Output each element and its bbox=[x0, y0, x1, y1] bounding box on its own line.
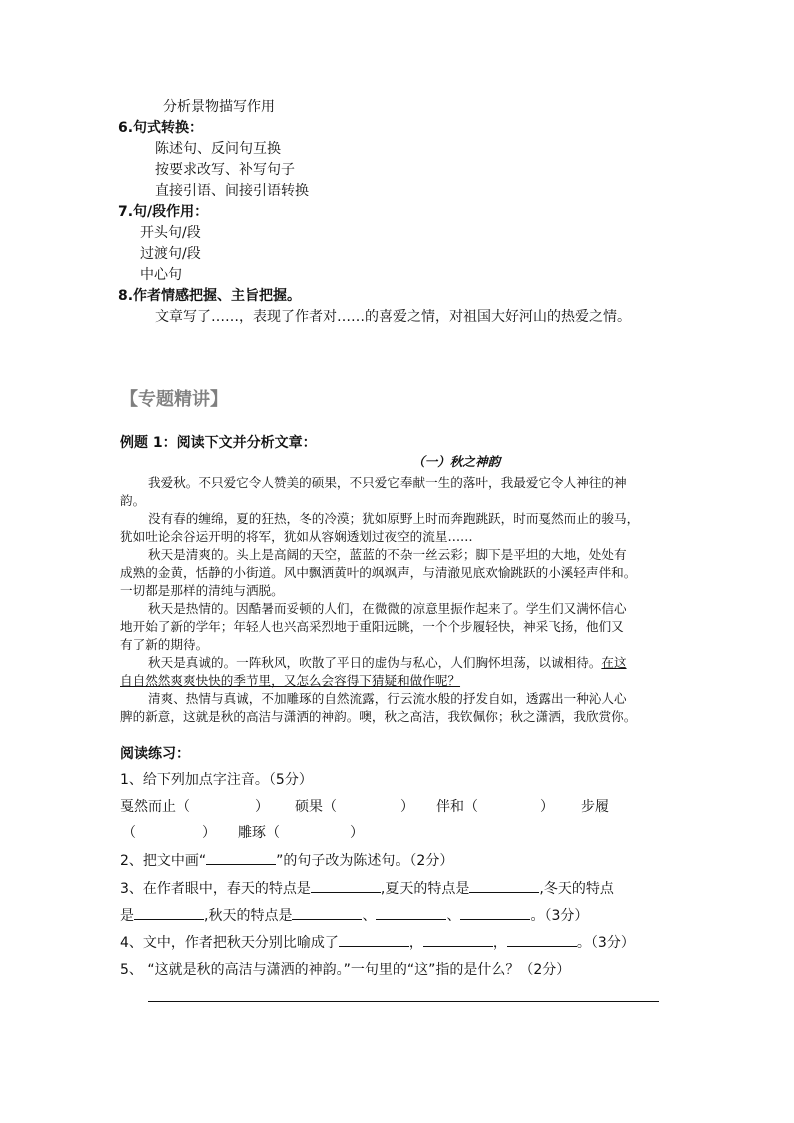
story-line: 地开始了新的学年；年轻人也兴高采烈地于重阳远眺，一个个步履轻快，神采飞扬，他们又 bbox=[120, 619, 624, 634]
outline-scenery: 分析景物描写作用 bbox=[163, 99, 275, 115]
story-line: 秋天是清爽的。头上是高阔的天空，蓝蓝的不杂一丝云彩；脚下是平坦的大地，处处有 bbox=[148, 547, 627, 562]
answer-blank[interactable] bbox=[376, 905, 446, 920]
paren: ） bbox=[350, 825, 364, 841]
outline-item: 开头句/段 bbox=[140, 225, 201, 241]
outline-heading-6: 6.句式转换： bbox=[118, 120, 204, 136]
separator: ， bbox=[408, 935, 423, 951]
question-text: 3、在作者眼中，春天的特点是 bbox=[120, 881, 311, 897]
question-1: 1、给下列加点字注音。（5分） bbox=[120, 772, 313, 788]
question-text: ,秋天的特点是 bbox=[204, 908, 293, 924]
outline-heading-8: 8.作者情感把握、主旨把握。 bbox=[118, 288, 302, 304]
story-line: 脾的新意，这就是秋的高洁与潇洒的神韵。噢，秋之高洁，我钦佩你；秋之潇洒，我欣赏你。 bbox=[120, 709, 637, 724]
pinyin-item: 戛然而止（ bbox=[120, 799, 190, 815]
question-text: 。（3分） bbox=[576, 935, 635, 951]
question-2 bbox=[120, 850, 453, 871]
question-3-cont bbox=[120, 905, 588, 926]
section-title: 【专题精讲】 bbox=[120, 389, 228, 410]
pinyin-item: 雕琢（ bbox=[238, 825, 280, 841]
answer-blank[interactable] bbox=[311, 878, 381, 893]
paren: ） bbox=[400, 799, 414, 815]
story-line: 韵。 bbox=[120, 493, 146, 508]
answer-blank[interactable] bbox=[292, 905, 362, 920]
story-title: （一）秋之神韵 bbox=[412, 454, 501, 469]
question-text: 4、文中，作者把秋天分别比喻成了 bbox=[120, 935, 339, 951]
paren: （ bbox=[122, 825, 136, 841]
question-text: ”的句子改为陈述句。（2分） bbox=[276, 853, 454, 869]
question-text: ,冬天的特点 bbox=[539, 881, 614, 897]
answer-blank[interactable] bbox=[206, 850, 276, 865]
answer-blank[interactable] bbox=[507, 932, 577, 947]
pinyin-item: 伴和（ bbox=[436, 799, 478, 815]
story-line: 清爽、热情与真诚，不加雕琢的自然流露，行云流水般的抒发自如，透露出一种沁人心 bbox=[148, 691, 627, 706]
outline-item: 文章写了……，表现了作者对……的喜爱之情，对祖国大好河山的热爱之情。 bbox=[155, 309, 631, 325]
outline-item: 陈述句、反问句互换 bbox=[155, 141, 281, 157]
question-text: 2、把文中画“ bbox=[120, 853, 207, 869]
answer-line[interactable] bbox=[148, 1001, 659, 1002]
paren: ） bbox=[255, 799, 269, 815]
question-text: 。（3分） bbox=[530, 908, 589, 924]
separator: ， bbox=[492, 935, 507, 951]
story-line: 秋天是热情的。因酷暑而妥顿的人们，在微微的凉意里振作起来了。学生们又满怀信心 bbox=[148, 601, 627, 616]
pinyin-item: 硕果（ bbox=[295, 799, 337, 815]
outline-heading-7: 7.句/段作用： bbox=[118, 204, 209, 220]
answer-blank[interactable] bbox=[339, 932, 409, 947]
answer-blank[interactable] bbox=[460, 905, 530, 920]
story-line: 成熟的金黄，恬静的小街道。风中飘洒黄叶的飒飒声，与清澈见底欢愉跳跃的小溪轻声伴和。 bbox=[120, 565, 637, 580]
pinyin-item: 步履 bbox=[581, 799, 609, 815]
question-5: 5、 “这就是秋的高洁与潇洒的神韵。”一句里的“这”指的是什么？（2分） bbox=[120, 962, 571, 978]
underlined-sentence: 自自然然爽爽快快的季节里，又怎么会容得下猜疑和做作呢？ bbox=[120, 673, 461, 688]
separator: 、 bbox=[362, 908, 377, 924]
question-text: ,夏天的特点是 bbox=[380, 881, 470, 897]
story-line: 犹如吐论余谷运开明的将军，犹如从容娴透划过夜空的流星…… bbox=[120, 529, 473, 544]
paren: ） bbox=[202, 825, 216, 841]
answer-blank[interactable] bbox=[134, 905, 204, 920]
answer-blank[interactable] bbox=[423, 932, 493, 947]
story-line: 一切都是那样的清纯与洒脱。 bbox=[120, 583, 284, 598]
question-text: 是 bbox=[120, 908, 134, 924]
question-3 bbox=[120, 878, 614, 899]
outline-item: 直接引语、间接引语转换 bbox=[155, 183, 309, 199]
outline-item: 过渡句/段 bbox=[140, 246, 201, 262]
outline-item: 按要求改写、补写句子 bbox=[155, 162, 295, 178]
underlined-sentence: 在这 bbox=[601, 655, 627, 670]
answer-blank[interactable] bbox=[469, 878, 539, 893]
story-line: 我爱秋。不只爱它令人赞美的硕果，不只爱它奉献一生的落叶，我最爱它令人神往的神 bbox=[148, 475, 627, 490]
story-line: 有了新的期待。 bbox=[120, 637, 209, 652]
example-heading: 例题 1：阅读下文并分析文章： bbox=[120, 435, 317, 451]
question-4 bbox=[120, 932, 635, 953]
outline-item: 中心句 bbox=[140, 267, 182, 283]
story-text: 秋天是真诚的。一阵秋风，吹散了平日的虚伪与私心，人们胸怀坦荡，以诚相待。 bbox=[148, 655, 602, 670]
paren: ） bbox=[540, 799, 554, 815]
separator: 、 bbox=[446, 908, 461, 924]
practice-heading: 阅读练习： bbox=[120, 746, 190, 762]
story-line: 没有春的缠绵，夏的狂热，冬的冷漠；犹如原野上时而奔跑跳跃，时而戛然而止的骏马， bbox=[148, 511, 640, 526]
